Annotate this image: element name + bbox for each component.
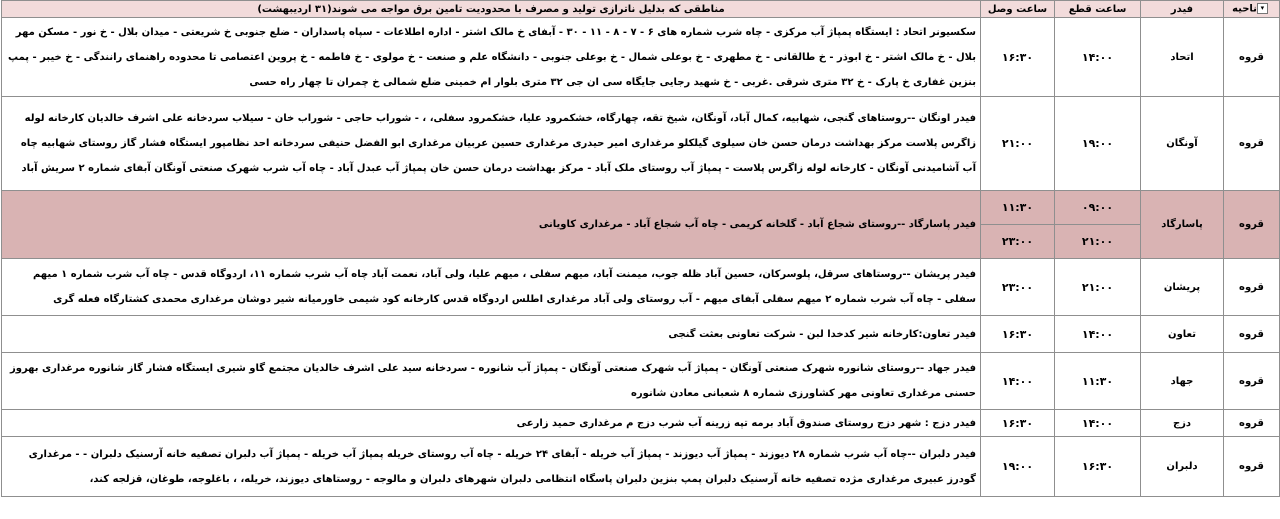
connect-time-cell: ۱۶:۳۰	[981, 316, 1055, 353]
connect-time-cell: ۱۹:۰۰	[981, 437, 1055, 497]
areas-cell: فیدر پاسارگاد --روستای شجاع آباد - گلخانه کریمی - چاه آب شجاع آباد - مرغداری کاویانی	[2, 191, 981, 259]
areas-cell: سکسیونر اتحاد : ایستگاه پمپاژ آب مرکزی - چاه شرب شماره های ۶ - ۷ - ۸ - ۱۱ - ۳۰ - آبفای خ مالک اشتر - اداره اطلاعات - سپاه پاسداران - ضلع جنوبی خ شریعتی - میدان بلال - خ نور - مسکن مهر بلال - خ مالک اشتر - خ ابوذر - خ طالقانی - خ مطهری - خ بوعلی شمال - خ بوعلی جنوبی - دانشگاه علم و صنعت - خ مولوی - خ فاطمه - خ پروین اعتصامی تا محدوده راهنمای رانندگی - خ خیبر - پمپ بنزین غفاری خ پارک - خ ۳۲ متری شرقی .غربی - خ شهید رجایی جایگاه سی ان جی ۳۲ متری بلوار ام خمینی ضلع شمالی خ چمران تا چهار راه حسی	[2, 18, 981, 97]
header-title: مناطقی که بدلیل ناترازی تولید و مصرف با محدودیت تامین برق مواجه می شوند(۳۱ اردیبهشت)	[2, 1, 981, 18]
table-row	[2, 353, 1280, 410]
areas-cell: فیدر تعاون:کارخانه شیر کدخدا لبن - شرکت تعاونی بعثت گنجی	[2, 316, 981, 353]
cut-time-cell: ۱۹:۰۰	[1055, 97, 1141, 191]
nahie-cell: قروه	[1224, 353, 1280, 410]
table-row	[2, 18, 1280, 97]
connect-time-cell: ۲۱:۰۰	[981, 97, 1055, 191]
nahie-cell: قروه	[1224, 410, 1280, 437]
areas-cell: فیدر اونگان --روستاهای گنجی، شهابیه، کمال آباد، آونگان، شیخ تقه، چهارگاه، خشکمرود علیا، خشکمرود سفلی، ، - شوراب حاجی - شوراب خان - سیلاب سردخانه علی اشرف خالدیان کارخانه لوله زاگرس پلاست مرکز بهداشت درمان حسن خان سیلوی گیلکلو مرغداری امیر حیدری مرغداری حسین عربیان مرغداری ابو الفضل حنیفی سردخانه احد نظامپور ایستگاه فشار گاز روستای شهابیه چاه آب آشامیدنی آونگان - کارخانه لوله زاگرس پلاست - پمپاژ آب روستای ملک آباد - مرکز بهداشت درمان حسن خان پمپاژ آب عبدل آباد - چاه آب شرب شهرک صنعتی آونگان آبفای شماره ۲ سریش آباد	[2, 97, 981, 191]
connect-time-cell: ۱۶:۳۰	[981, 410, 1055, 437]
cut-time-cell: ۱۱:۳۰	[1055, 353, 1141, 410]
areas-cell: فیدر دزج : شهر دزج روستای صندوق آباد برمه تپه زرینه آب شرب دزج م مرغداری حمید زارعی	[2, 410, 981, 437]
table-row-highlighted	[2, 191, 1280, 225]
feeder-cell: پاسارگاد	[1141, 191, 1224, 259]
connect-time-cell: ۱۱:۳۰	[981, 191, 1055, 225]
header-connect-time: ساعت وصل	[981, 1, 1055, 18]
cut-time-cell: ۲۱:۰۰	[1055, 259, 1141, 316]
connect-time-cell: ۱۶:۳۰	[981, 18, 1055, 97]
outage-table	[1, 0, 1280, 497]
areas-cell: فیدر جهاد --روستای شانوره شهرک صنعتی آونگان - پمپاژ آب شهرک صنعتی آونگان - پمپاژ آب شانوره - سردخانه سید علی اشرف خالدیان مجتمع گاو شیری ایستگاه فشار گاز شانوره مرغداری بهروز حسنی مرغداری تعاونی مهر کشاورزی شماره ۸ شعبانی معادن شانوره	[2, 353, 981, 410]
feeder-cell: پریشان	[1141, 259, 1224, 316]
cut-time-cell: ۱۴:۰۰	[1055, 410, 1141, 437]
cut-time-cell-second: ۲۱:۰۰	[1055, 225, 1141, 259]
header-cut-time: ساعت قطع	[1055, 1, 1141, 18]
areas-cell: فیدر پریشان --روستاهای سرقل، پلوسرکان، حسین آباد ظله جوب، میمنت آباد، میهم سفلی ، میهم علیا، ولی آباد، نعمت آباد چاه آب شرب شماره ۱۱، اردوگاه قدس - چاه آب شرب شماره ۱ میهم سفلی - چاه آب شرب شماره ۲ میهم سفلی آبفای میهم - آب روستای ولی آباد مرغداری اطلس اردوگاه قدس کارخانه کود شیمی خاورمیانه شیر دوشان مرغداری محمدی کشتارگاه فعله گری	[2, 259, 981, 316]
cut-time-cell: ۰۹:۰۰	[1055, 191, 1141, 225]
nahie-cell: قروه	[1224, 259, 1280, 316]
table-row	[2, 410, 1280, 437]
nahie-cell: قروه	[1224, 97, 1280, 191]
connect-time-cell: ۱۴:۰۰	[981, 353, 1055, 410]
table-row	[2, 97, 1280, 191]
feeder-cell: اتحاد	[1141, 18, 1224, 97]
feeder-cell: جهاد	[1141, 353, 1224, 410]
cut-time-cell: ۱۴:۰۰	[1055, 316, 1141, 353]
nahie-cell: قروه	[1224, 316, 1280, 353]
table-row	[2, 259, 1280, 316]
areas-cell: فیدر دلبران --چاه آب شرب شماره ۲۸ دیوزند - پمپاژ آب دیوزند - پمپاژ آب خریله - آبفای ۲۴ خریله - چاه آب روستای خریله پمپاژ آب خریله - پمپاژ آب دلبران تصفیه خانه آرسنیک دلبران - - مرغداری گودرز عبیری مرغداری مژده تصفیه خانه آرسنیک دلبران پمپ بنزین دلبران پاسگاه انتظامی دلبران شهرهای دلبران و مالوجه - روستاهای دیوزند، خریله، ، باغلوجه، طوغان، قزلجه کند،	[2, 437, 981, 497]
cut-time-cell: ۱۴:۰۰	[1055, 18, 1141, 97]
connect-time-cell-second: ۲۳:۰۰	[981, 225, 1055, 259]
connect-time-cell: ۲۳:۰۰	[981, 259, 1055, 316]
filter-icon[interactable]: ▾	[1257, 3, 1268, 14]
nahie-cell: قروه	[1224, 18, 1280, 97]
feeder-cell: دلبران	[1141, 437, 1224, 497]
nahie-cell: قروه	[1224, 437, 1280, 497]
header-row	[2, 1, 1280, 18]
feeder-cell: آونگان	[1141, 97, 1224, 191]
header-nahie-label: ناحیه	[1232, 3, 1257, 15]
feeder-cell: دزج	[1141, 410, 1224, 437]
header-nahie[interactable]	[1224, 1, 1280, 18]
table-row	[2, 437, 1280, 497]
nahie-cell: قروه	[1224, 191, 1280, 259]
cut-time-cell: ۱۶:۳۰	[1055, 437, 1141, 497]
feeder-cell: تعاون	[1141, 316, 1224, 353]
table-row	[2, 316, 1280, 353]
header-feeder: فیدر	[1141, 1, 1224, 18]
